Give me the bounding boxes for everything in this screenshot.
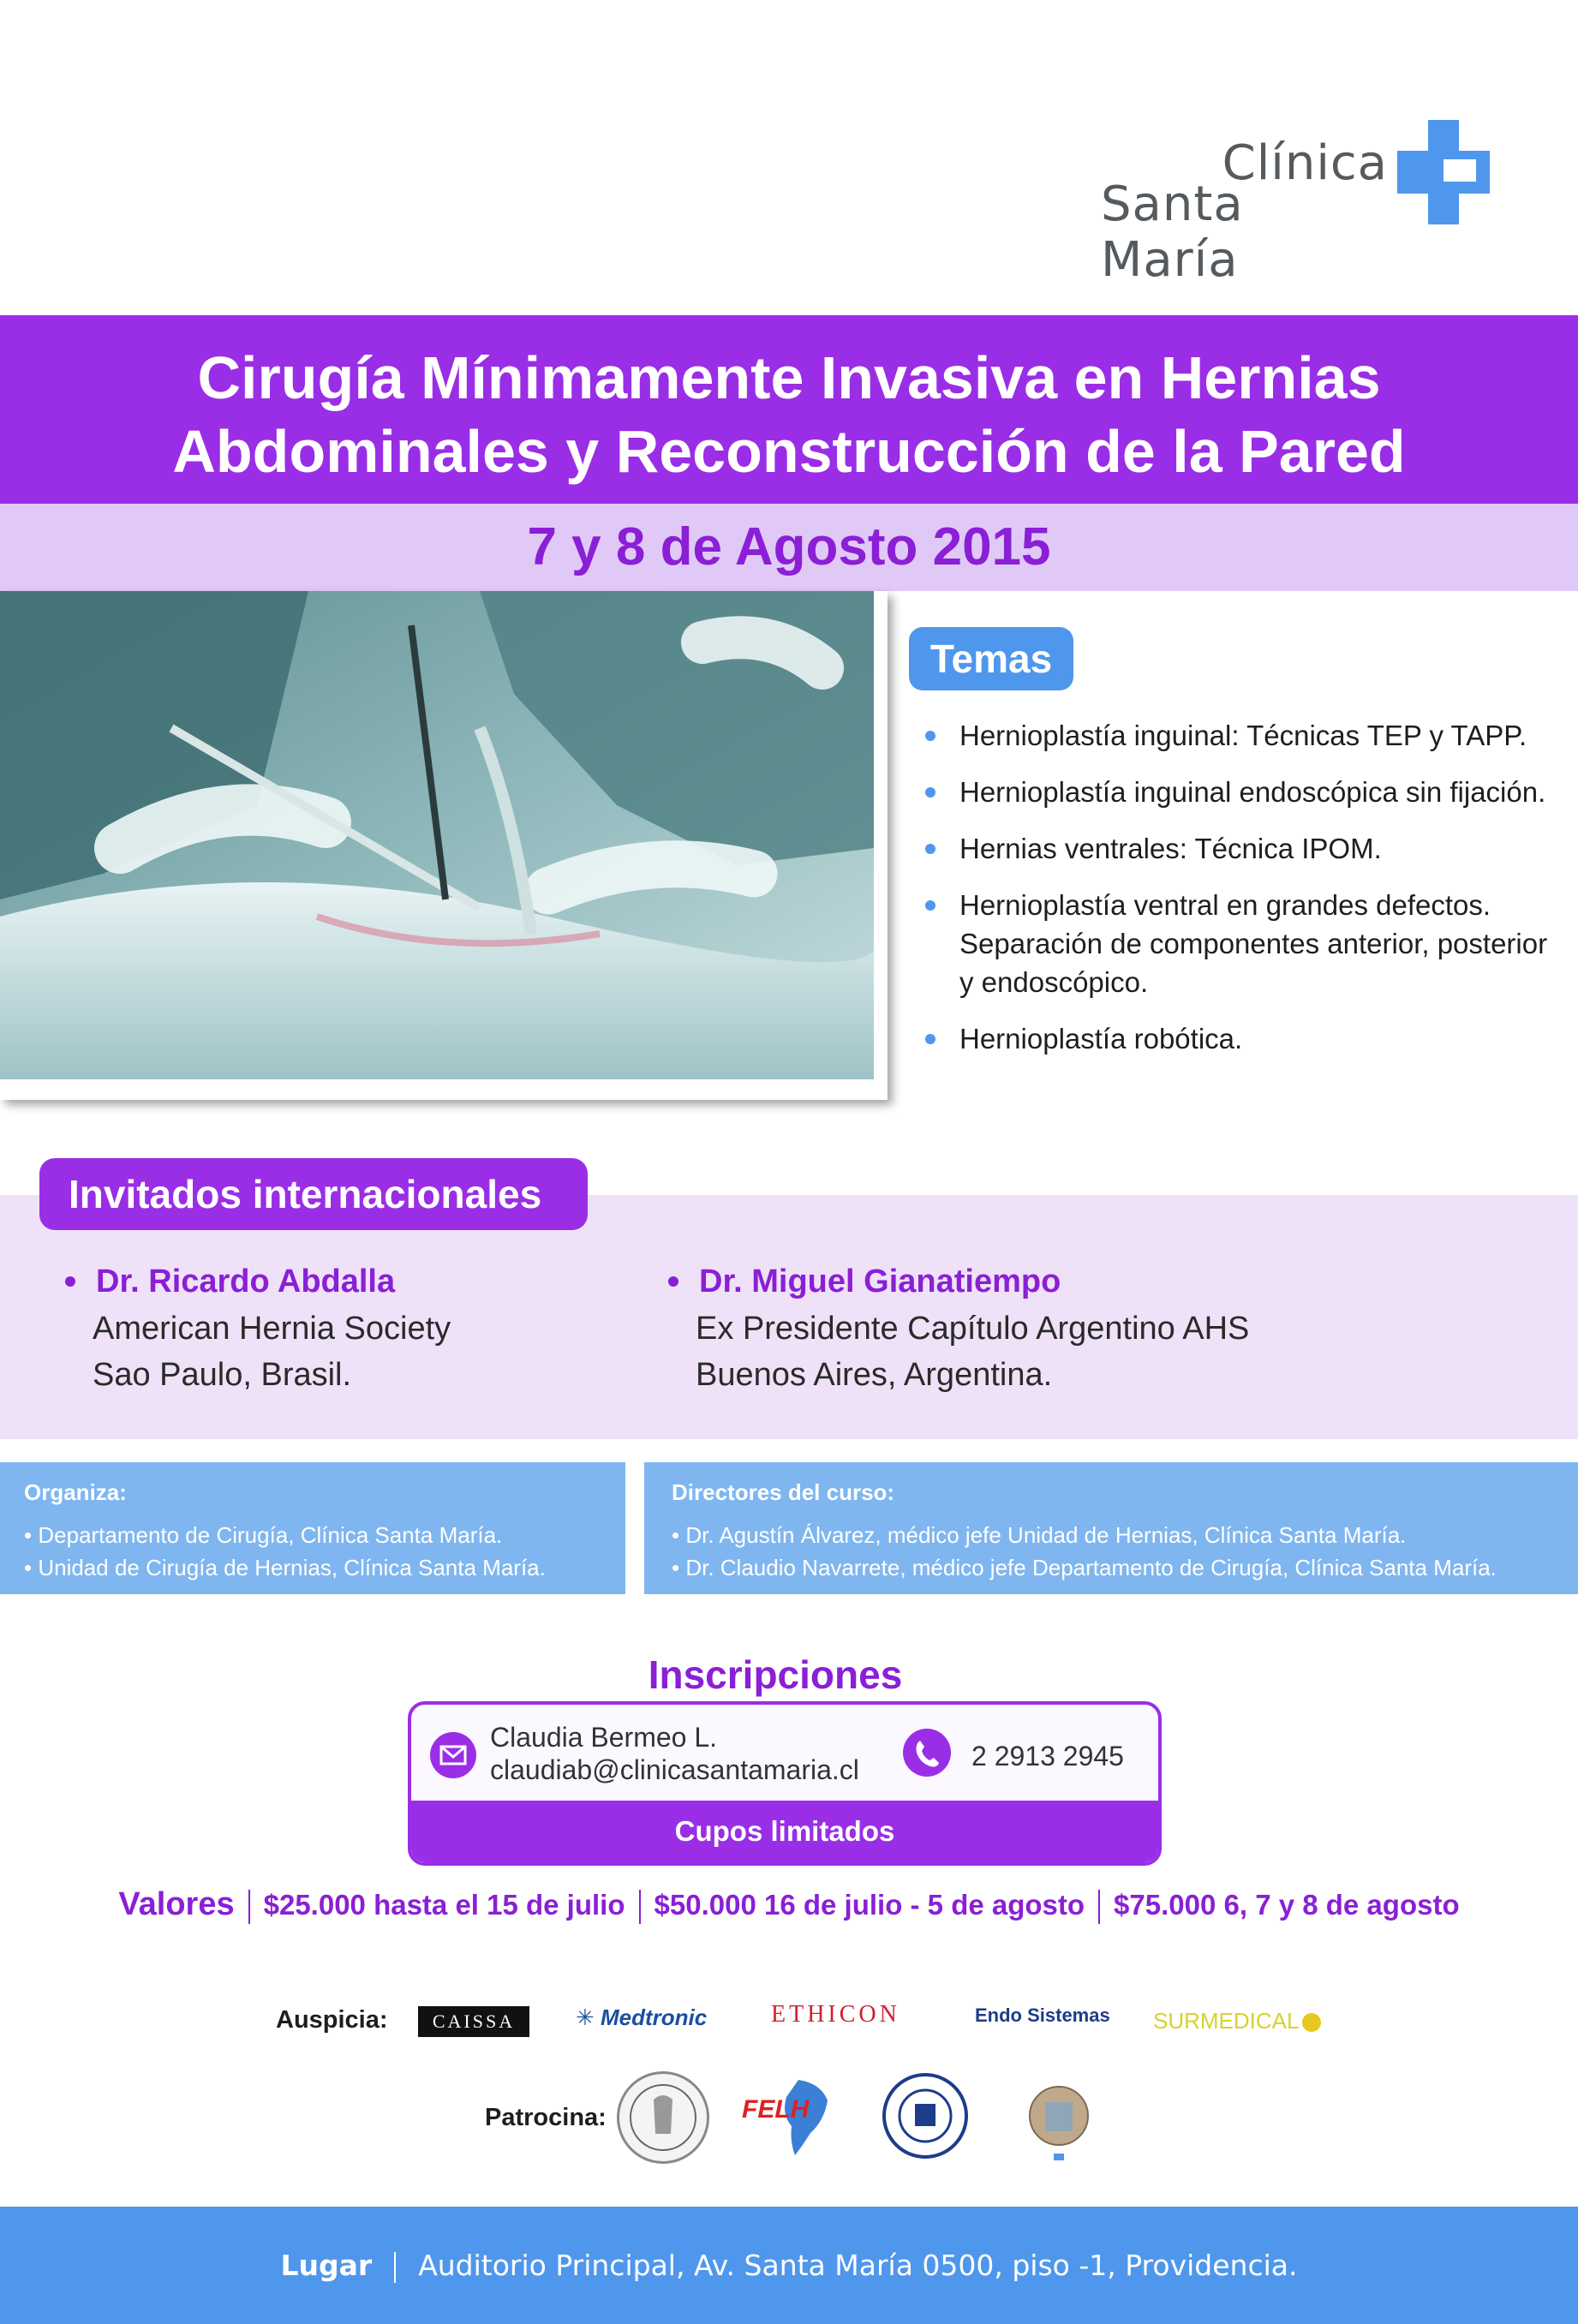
guest-affiliation: American Hernia Society xyxy=(93,1311,451,1347)
contact-phone[interactable]: 2 2913 2945 xyxy=(971,1741,1124,1771)
valores-label: Valores xyxy=(118,1886,235,1922)
guest-location: Sao Paulo, Brasil. xyxy=(93,1357,352,1393)
bullet-icon xyxy=(65,1276,75,1287)
list-item: Hernioplastía robótica. xyxy=(923,1019,1557,1058)
felh-logo: FELH xyxy=(738,2073,840,2159)
list-item: Hernias ventrales: Técnica IPOM. xyxy=(923,829,1557,868)
organiza-item: • Unidad de Cirugía de Hernias, Clínica Santa María. xyxy=(24,1555,546,1580)
inscripciones-heading: Inscripciones xyxy=(648,1652,903,1697)
temas-label: Temas xyxy=(909,627,1073,690)
bullet-icon xyxy=(925,1034,935,1044)
venue-address: Auditorio Principal, Av. Santa María 0500, piso -1, Providencia. xyxy=(418,2249,1298,2282)
patrocina-label: Patrocina: xyxy=(485,2104,607,2131)
phone-icon xyxy=(903,1729,951,1777)
directores-heading: Directores del curso: xyxy=(672,1479,895,1505)
guest-name: Dr. Ricardo Abdalla xyxy=(62,1258,627,1305)
organiza-box xyxy=(0,1462,625,1594)
guests-label: Invitados internacionales xyxy=(39,1158,588,1230)
price-item: $50.000 16 de julio - 5 de agosto xyxy=(654,1889,1085,1921)
logo-line-1: Clínica xyxy=(1222,135,1388,191)
organiza-heading: Organiza: xyxy=(24,1479,127,1505)
sociedad-cirujanos-seal-icon xyxy=(882,2073,968,2159)
medtronic-logo: ✳ Medtronic xyxy=(576,2004,708,2030)
course-title-line-1: Cirugía Mínimamente Invasiva en Hernias xyxy=(197,344,1381,411)
directores-box xyxy=(644,1462,1578,1594)
surgery-photo xyxy=(0,591,888,1100)
caissa-logo: CAISSA xyxy=(418,2006,529,2037)
guest-affiliation: Ex Presidente Capítulo Argentino AHS xyxy=(696,1311,1250,1347)
registration-box xyxy=(408,1701,1162,1866)
price-row xyxy=(0,1881,1578,1928)
surgery-scene-illustration xyxy=(0,591,874,1079)
surmedical-logo: SURMEDICAL xyxy=(1153,2008,1321,2034)
list-item: Hernioplastía inguinal: Técnicas TEP y TAPP. xyxy=(923,716,1557,755)
directores-item: • Dr. Agustín Álvarez, médico jefe Unidad de Hernias, Clínica Santa María. xyxy=(672,1522,1407,1548)
logo-line-2: Santa María xyxy=(1101,176,1244,288)
temas-list xyxy=(923,716,1557,1076)
divider xyxy=(639,1890,641,1924)
bullet-icon xyxy=(925,787,935,798)
contact-email[interactable]: claudiab@clinicasantamaria.cl xyxy=(490,1754,859,1785)
list-item: Hernioplastía ventral en grandes defectos. Separación de componentes anterior, posterior y endoscópico. xyxy=(923,886,1557,1001)
mail-icon xyxy=(430,1732,476,1778)
guest-entry xyxy=(62,1258,627,1398)
guest-name: Dr. Miguel Gianatiempo xyxy=(665,1258,1521,1305)
bullet-icon xyxy=(925,844,935,854)
bullet-icon xyxy=(925,731,935,741)
organiza-item: • Departamento de Cirugía, Clínica Santa María. xyxy=(24,1522,503,1548)
directores-item: • Dr. Claudio Navarrete, médico jefe Departamento de Cirugía, Clínica Santa María. xyxy=(672,1555,1497,1580)
divider xyxy=(394,2252,396,2283)
date-band xyxy=(0,504,1578,591)
course-date: 7 y 8 de Agosto 2015 xyxy=(527,517,1051,577)
guest-entry xyxy=(665,1258,1521,1398)
price-item: $25.000 hasta el 15 de julio xyxy=(263,1889,625,1921)
footer-venue xyxy=(0,2207,1578,2324)
venue-label: Lugar xyxy=(280,2249,373,2282)
course-title-line-2: Abdominales y Reconstrucción de la Pared xyxy=(172,418,1406,485)
title-band xyxy=(0,315,1578,504)
bullet-icon xyxy=(925,900,935,911)
cupos-banner: Cupos limitados xyxy=(411,1801,1158,1862)
bullet-icon xyxy=(668,1276,678,1287)
auspicia-label: Auspicia: xyxy=(276,2006,388,2034)
endo-sistemas-logo: Endo Sistemas xyxy=(975,2004,1110,2026)
price-item: $75.000 6, 7 y 8 de agosto xyxy=(1114,1889,1460,1921)
direccion-academica-seal-icon xyxy=(1019,2068,1098,2171)
clinica-santa-maria-logo xyxy=(1101,120,1503,288)
ethicon-logo: ETHICON xyxy=(771,2001,900,2028)
guest-location: Buenos Aires, Argentina. xyxy=(696,1357,1053,1393)
hispanoamerican-hernia-society-seal-icon xyxy=(617,2071,709,2164)
divider xyxy=(248,1890,250,1924)
list-item: Hernioplastía inguinal endoscópica sin fijación. xyxy=(923,773,1557,811)
divider xyxy=(1098,1890,1100,1924)
sun-icon xyxy=(1302,2013,1321,2032)
cross-icon xyxy=(1392,120,1503,231)
medtronic-glyph-icon: ✳ xyxy=(576,2004,601,2030)
contact-name: Claudia Bermeo L. xyxy=(490,1722,718,1753)
